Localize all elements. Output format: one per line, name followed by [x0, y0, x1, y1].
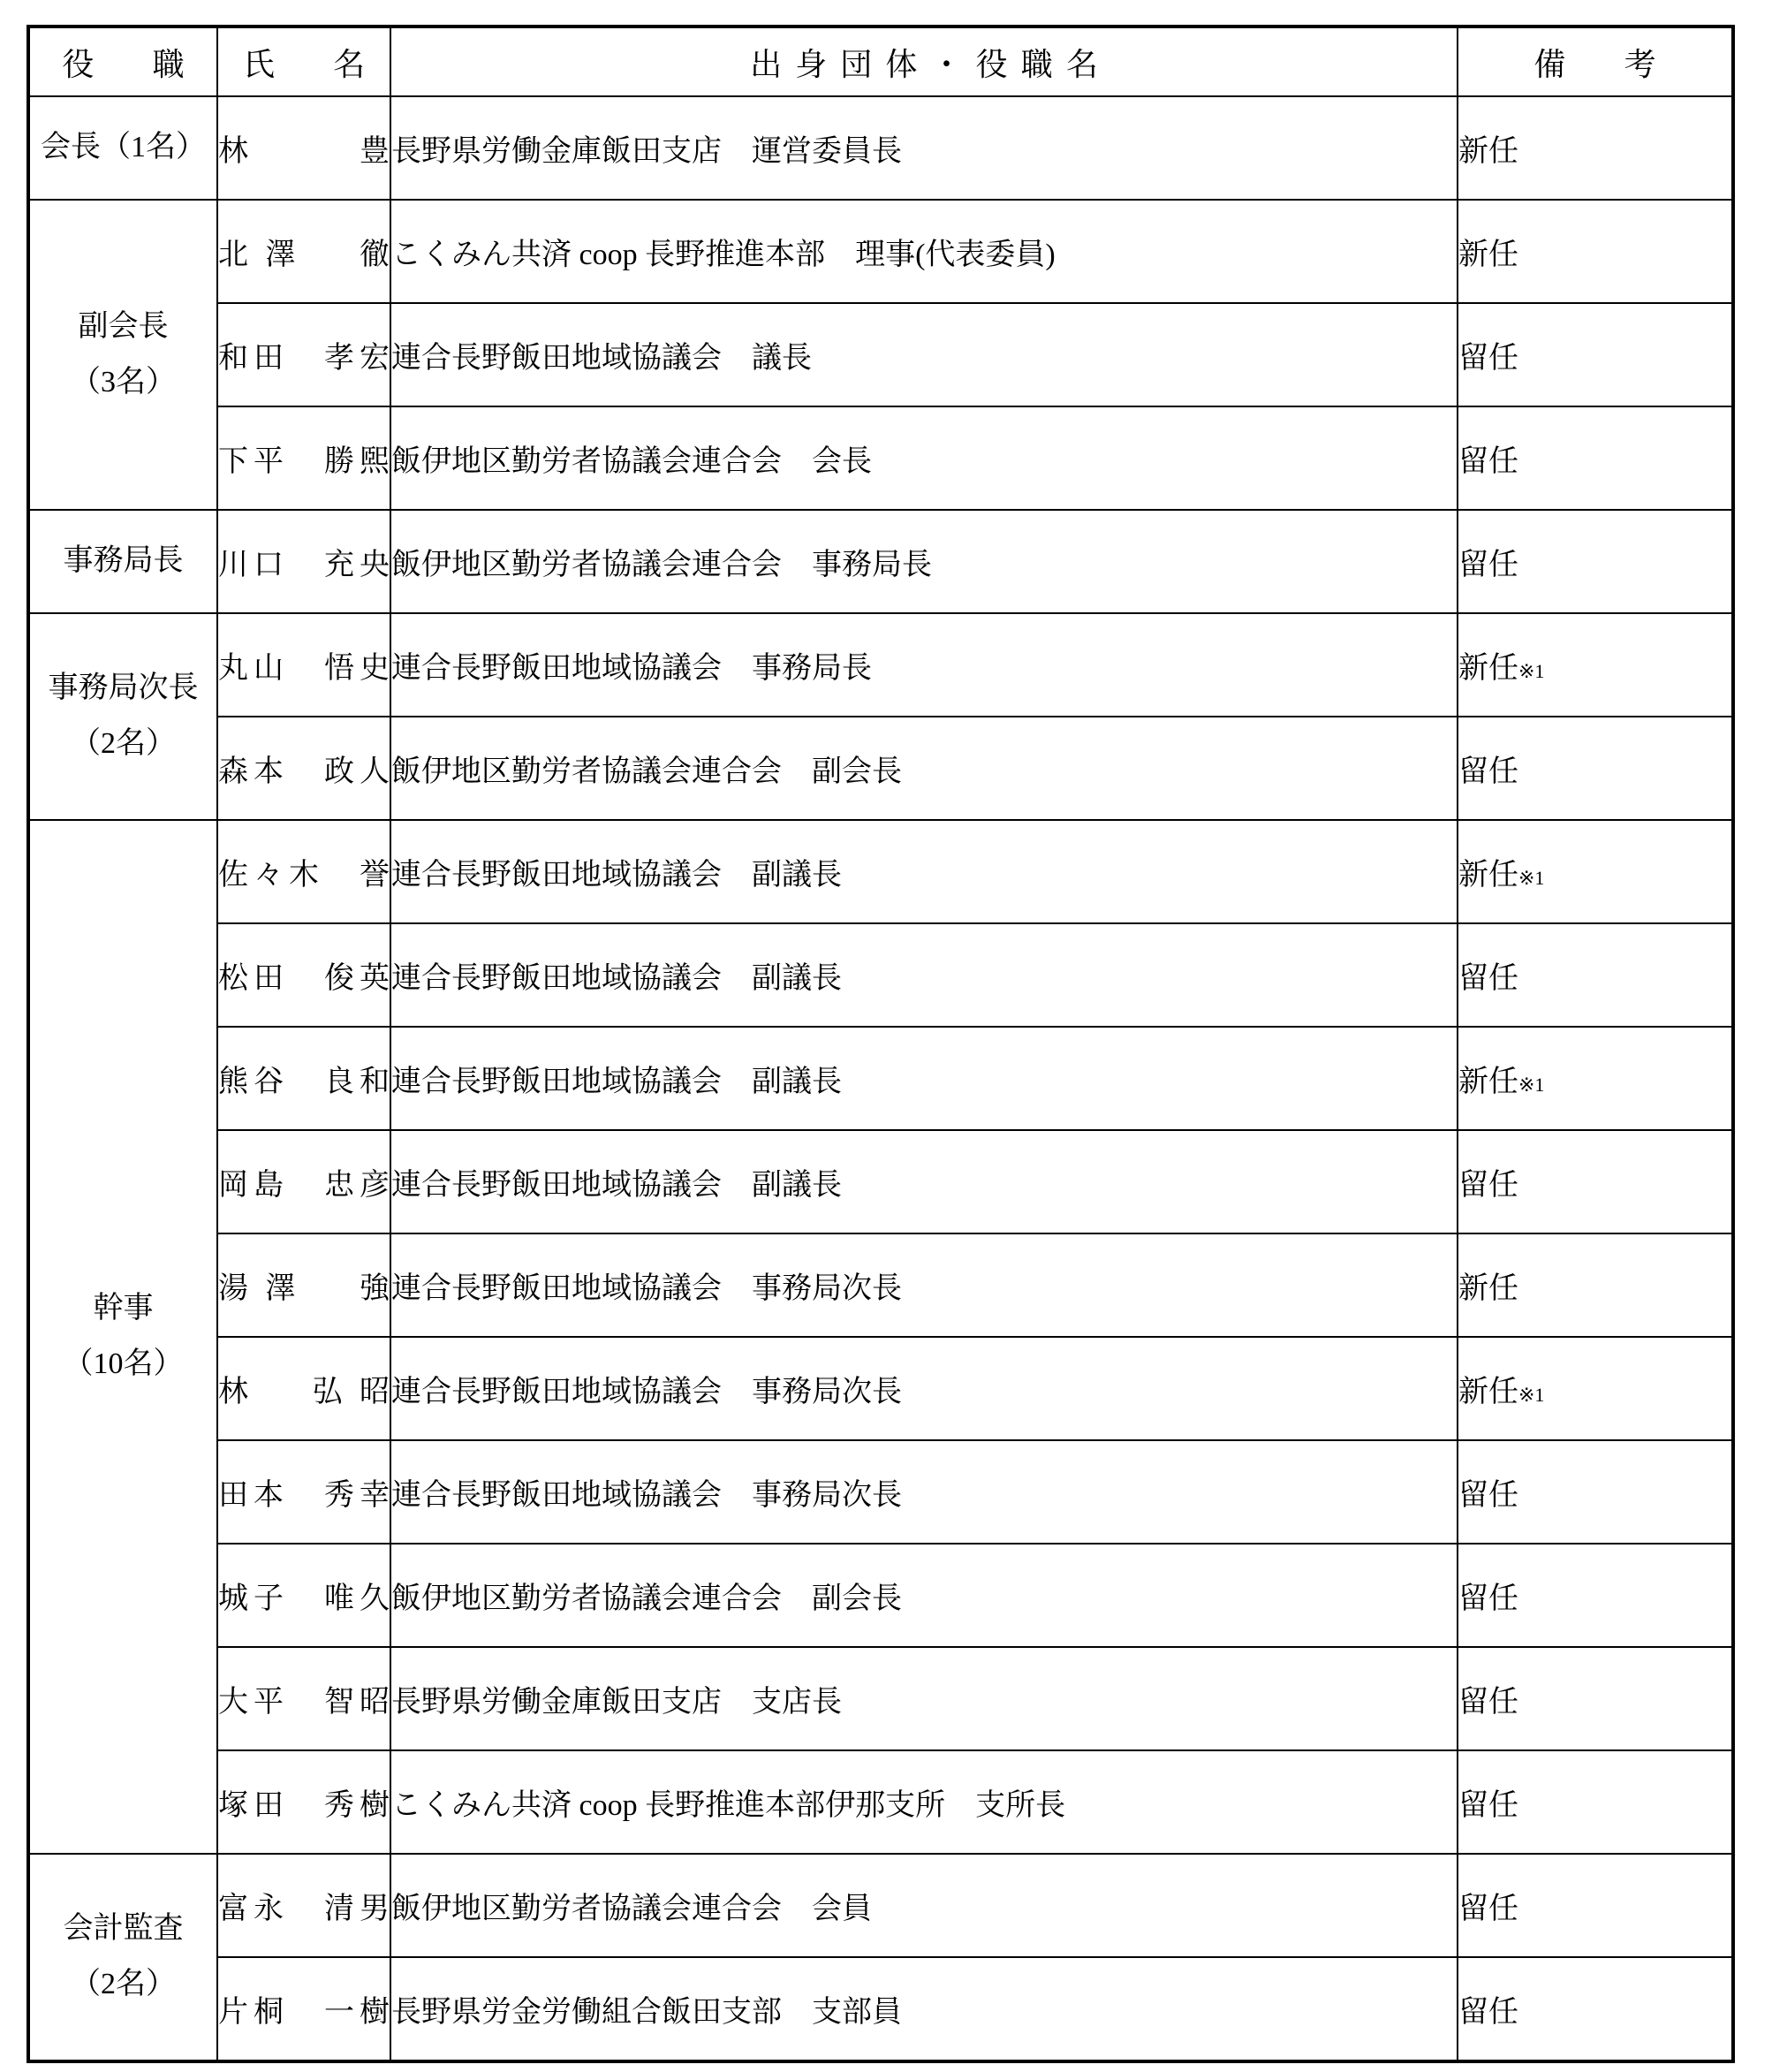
note-status-text: 留任 — [1458, 1893, 1518, 1925]
person-name-text: 田本 秀幸 — [218, 1479, 390, 1512]
cell-person-name — [217, 1957, 390, 2061]
cell-note — [1458, 1957, 1733, 2061]
table-row — [28, 1647, 1733, 1750]
person-name-text: 川口 充央 — [218, 549, 390, 581]
cell-organization-title: 飯伊地区勤労者協議会連合会 会員 — [390, 1854, 1458, 1957]
cell-note — [1458, 1130, 1733, 1233]
role-label: 事務局次長 — [48, 672, 199, 705]
cell-person-name — [217, 1130, 390, 1233]
person-name-text: 下平 勝煕 — [218, 445, 390, 478]
cell-person-name — [217, 923, 390, 1027]
table-row — [28, 200, 1733, 303]
table-row — [28, 1440, 1733, 1544]
table-body — [28, 96, 1733, 2061]
person-name-text: 和田 孝宏 — [218, 342, 390, 375]
cell-organization-title: こくみん共済 coop 長野推進本部伊那支所 支所長 — [390, 1750, 1458, 1854]
note-status-text: 留任 — [1458, 962, 1518, 995]
cell-note — [1458, 613, 1733, 717]
table-row — [28, 717, 1733, 820]
cell-note — [1458, 923, 1733, 1027]
person-name-text: 佐々木 誉 — [218, 859, 390, 892]
note-status-text: 留任 — [1458, 1996, 1518, 2029]
cell-person-name — [217, 96, 390, 200]
table-row — [28, 1544, 1733, 1647]
cell-note — [1458, 717, 1733, 820]
cell-organization-title: 長野県労働金庫飯田支店 支店長 — [390, 1647, 1458, 1750]
person-name-text: 岡島 忠彦 — [218, 1169, 390, 1202]
cell-person-name — [217, 1544, 390, 1647]
cell-person-name — [217, 820, 390, 923]
role-group-cell — [28, 1854, 217, 2061]
note-status-text: 留任 — [1458, 342, 1518, 375]
note-status-text: 留任 — [1458, 549, 1518, 581]
note-status-text: 留任 — [1458, 1686, 1518, 1719]
table-header — [28, 27, 1733, 96]
cell-person-name — [217, 1440, 390, 1544]
note-status-text: 留任 — [1458, 1169, 1518, 1202]
note-footnote-marker: ※1 — [1518, 1074, 1545, 1096]
cell-person-name — [217, 1027, 390, 1130]
person-name-text: 片桐 一樹 — [218, 1996, 390, 2029]
table-row — [28, 1750, 1733, 1854]
note-status-text: 留任 — [1458, 1479, 1518, 1512]
table-row — [28, 1957, 1733, 2061]
note-status-text: 留任 — [1458, 1582, 1518, 1615]
note-status-text: 新任 — [1458, 239, 1518, 271]
person-name-text: 林 弘昭 — [218, 1376, 390, 1408]
table-row — [28, 1027, 1733, 1130]
role-group-cell — [28, 96, 217, 200]
person-name-text: 塚田 秀樹 — [218, 1789, 390, 1822]
cell-organization-title: 長野県労働金庫飯田支店 運営委員長 — [390, 96, 1458, 200]
cell-note — [1458, 406, 1733, 510]
cell-organization-title: 連合長野飯田地域協議会 事務局次長 — [390, 1440, 1458, 1544]
cell-note — [1458, 1854, 1733, 1957]
cell-organization-title: 連合長野飯田地域協議会 事務局長 — [390, 613, 1458, 717]
cell-note — [1458, 1440, 1733, 1544]
cell-organization-title: 連合長野飯田地域協議会 副議長 — [390, 1027, 1458, 1130]
note-status-text: 新任 — [1458, 859, 1518, 892]
cell-organization-title: 連合長野飯田地域協議会 事務局次長 — [390, 1233, 1458, 1337]
officer-roster-table — [27, 25, 1735, 2063]
person-name-text: 森本 政人 — [218, 755, 390, 788]
person-name-text: 松田 俊英 — [218, 962, 390, 995]
role-group-cell — [28, 613, 217, 820]
person-name-text: 北澤 徹 — [218, 239, 390, 271]
cell-person-name — [217, 717, 390, 820]
role-label: 副会長 — [78, 309, 169, 343]
cell-organization-title: 長野県労金労働組合飯田支部 支部員 — [390, 1957, 1458, 2061]
role-label: 会計監査 — [63, 1912, 184, 1946]
role-member-count: （3名） — [71, 365, 176, 398]
cell-note — [1458, 1750, 1733, 1854]
table-row — [28, 613, 1733, 717]
table-row — [28, 820, 1733, 923]
cell-note — [1458, 1544, 1733, 1647]
cell-person-name — [217, 1854, 390, 1957]
cell-note — [1458, 1233, 1733, 1337]
cell-organization-title: 飯伊地区勤労者協議会連合会 事務局長 — [390, 510, 1458, 613]
cell-note — [1458, 303, 1733, 406]
table-row — [28, 1233, 1733, 1337]
cell-person-name — [217, 1647, 390, 1750]
role-member-count: （2名） — [71, 727, 176, 760]
cell-person-name — [217, 1337, 390, 1440]
cell-note — [1458, 200, 1733, 303]
cell-person-name — [217, 200, 390, 303]
header-row — [28, 27, 1733, 96]
table-row — [28, 96, 1733, 200]
role-label: 事務局長 — [63, 544, 184, 578]
cell-person-name — [217, 1233, 390, 1337]
cell-person-name — [217, 406, 390, 510]
table-row — [28, 303, 1733, 406]
note-status-text: 留任 — [1458, 445, 1518, 478]
cell-note — [1458, 1027, 1733, 1130]
note-status-text: 留任 — [1458, 755, 1518, 788]
table-row — [28, 1854, 1733, 1957]
cell-note — [1458, 1647, 1733, 1750]
column-header-name: 氏 名 — [217, 27, 390, 96]
note-status-text: 新任 — [1458, 1066, 1518, 1098]
person-name-text: 城子 唯久 — [218, 1582, 390, 1615]
note-footnote-marker: ※1 — [1518, 1384, 1545, 1406]
column-header-organization: 出身団体・役職名 — [390, 27, 1458, 96]
cell-organization-title: 飯伊地区勤労者協議会連合会 副会長 — [390, 1544, 1458, 1647]
cell-note — [1458, 1337, 1733, 1440]
cell-organization-title: こくみん共済 coop 長野推進本部 理事(代表委員) — [390, 200, 1458, 303]
cell-person-name — [217, 303, 390, 406]
cell-organization-title: 飯伊地区勤労者協議会連合会 会長 — [390, 406, 1458, 510]
person-name-text: 熊谷 良和 — [218, 1066, 390, 1098]
role-member-count: （10名） — [63, 1347, 184, 1380]
person-name-text: 林 豊 — [218, 135, 390, 168]
table-row — [28, 1337, 1733, 1440]
role-label: 会長（1名） — [41, 131, 206, 164]
cell-organization-title: 連合長野飯田地域協議会 議長 — [390, 303, 1458, 406]
note-status-text: 新任 — [1458, 1376, 1518, 1408]
cell-organization-title: 連合長野飯田地域協議会 副議長 — [390, 820, 1458, 923]
person-name-text: 丸山 悟史 — [218, 652, 390, 685]
column-header-role: 役 職 — [28, 27, 217, 96]
table-row — [28, 923, 1733, 1027]
person-name-text: 湯澤 強 — [218, 1272, 390, 1305]
note-status-text: 新任 — [1458, 1272, 1518, 1305]
role-group-cell — [28, 510, 217, 613]
cell-note — [1458, 820, 1733, 923]
table-row — [28, 510, 1733, 613]
table-row — [28, 406, 1733, 510]
note-status-text: 新任 — [1458, 652, 1518, 685]
cell-organization-title: 連合長野飯田地域協議会 副議長 — [390, 923, 1458, 1027]
cell-note — [1458, 510, 1733, 613]
person-name-text: 大平 智昭 — [218, 1686, 390, 1719]
role-member-count: （2名） — [71, 1968, 176, 2000]
role-group-cell — [28, 820, 217, 1854]
cell-person-name — [217, 510, 390, 613]
cell-person-name — [217, 613, 390, 717]
person-name-text: 富永 清男 — [218, 1893, 390, 1925]
note-footnote-marker: ※1 — [1518, 660, 1545, 682]
cell-organization-title: 飯伊地区勤労者協議会連合会 副会長 — [390, 717, 1458, 820]
cell-note — [1458, 96, 1733, 200]
role-group-cell — [28, 200, 217, 510]
table-row — [28, 1130, 1733, 1233]
note-status-text: 留任 — [1458, 1789, 1518, 1822]
column-header-note: 備 考 — [1458, 27, 1733, 96]
note-footnote-marker: ※1 — [1518, 867, 1545, 889]
role-label: 幹事 — [93, 1292, 154, 1325]
cell-organization-title: 連合長野飯田地域協議会 副議長 — [390, 1130, 1458, 1233]
cell-organization-title: 連合長野飯田地域協議会 事務局次長 — [390, 1337, 1458, 1440]
cell-person-name — [217, 1750, 390, 1854]
note-status-text: 新任 — [1458, 135, 1518, 168]
